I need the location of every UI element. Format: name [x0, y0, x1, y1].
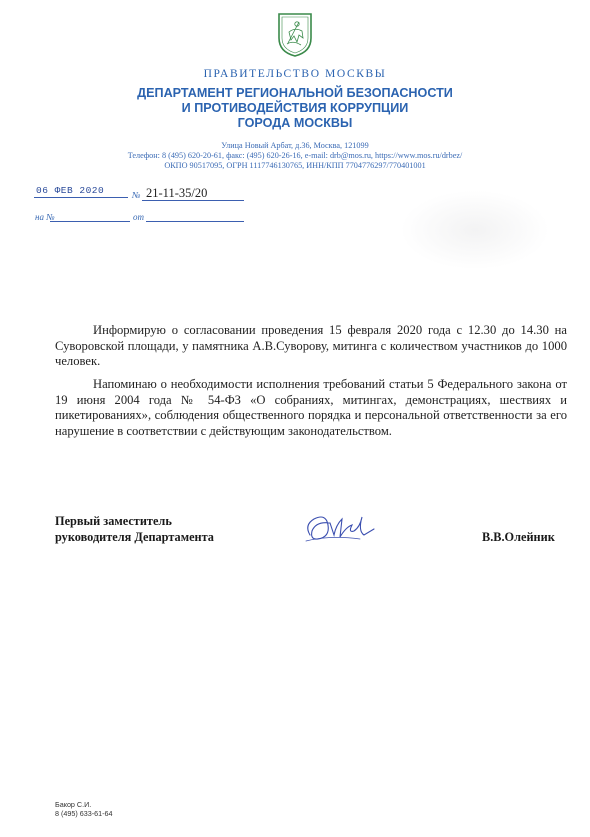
- signer-title: Первый заместитель: [55, 514, 172, 528]
- number-label: №: [132, 190, 141, 200]
- department-line: ГОРОДА МОСКВЫ: [237, 116, 353, 130]
- from-date-label: от: [133, 212, 144, 222]
- signer-title: руководителя Департамента: [55, 530, 214, 544]
- address-line: Улица Новый Арбат, д.36, Москва, 121099: [221, 141, 369, 150]
- redacted-addressee: [400, 190, 550, 270]
- from-date-underline: [146, 221, 244, 222]
- outgoing-number: 21-11-35/20: [146, 186, 208, 200]
- body-paragraph: Напоминаю о необходимости исполнения требований статьи 5 Федерального закона от 19 июня 2004 года № 54-ФЗ «О собраниях, митингах, демонстрациях, шествиях и пикетированиях», соблюдения общественного порядка и персональной ответственности за его нарушение в соответствии с действующим законодательством.: [55, 377, 567, 438]
- executor-info: [55, 800, 113, 818]
- executor-phone: 8 (495) 633-61-64: [55, 809, 113, 818]
- department-heading: [0, 86, 590, 131]
- contacts-line: Телефон: 8 (495) 620-20-61, факс: (495) 620-26-16, e-mail: drb@mos.ru, https://www.mos.ru/drbez/: [127, 151, 463, 161]
- handwritten-signature-icon: [300, 505, 380, 550]
- government-heading: ПРАВИТЕЛЬСТВО МОСКВЫ: [203, 68, 387, 80]
- executor-name: Бакор С.И.: [55, 800, 92, 809]
- department-line: И ПРОТИВОДЕЙСТВИЯ КОРРУПЦИИ: [181, 101, 409, 115]
- date-stamp: 06 ФЕВ 2020: [36, 185, 105, 196]
- moscow-coat-of-arms-icon: [275, 10, 315, 58]
- registry-line: ОКПО 90517095, ОГРН 1117746130765, ИНН/КПП 7704776297/770401001: [164, 161, 426, 171]
- reply-to-underline: [50, 221, 130, 222]
- reply-to-label: на №: [35, 212, 55, 222]
- department-contacts: [0, 141, 590, 172]
- number-underline: [142, 200, 244, 201]
- signer-name: В.В.Олейник: [482, 530, 555, 544]
- date-underline: [34, 197, 128, 198]
- body-paragraph: Информирую о согласовании проведения 15 февраля 2020 года с 12.30 до 14.30 на Суворовской площади, у памятника А.В.Суворову, митинга с количеством участников до 1000 человек.: [55, 323, 567, 369]
- department-line: ДЕПАРТАМЕНТ РЕГИОНАЛЬНОЙ БЕЗОПАСНОСТИ: [137, 86, 453, 100]
